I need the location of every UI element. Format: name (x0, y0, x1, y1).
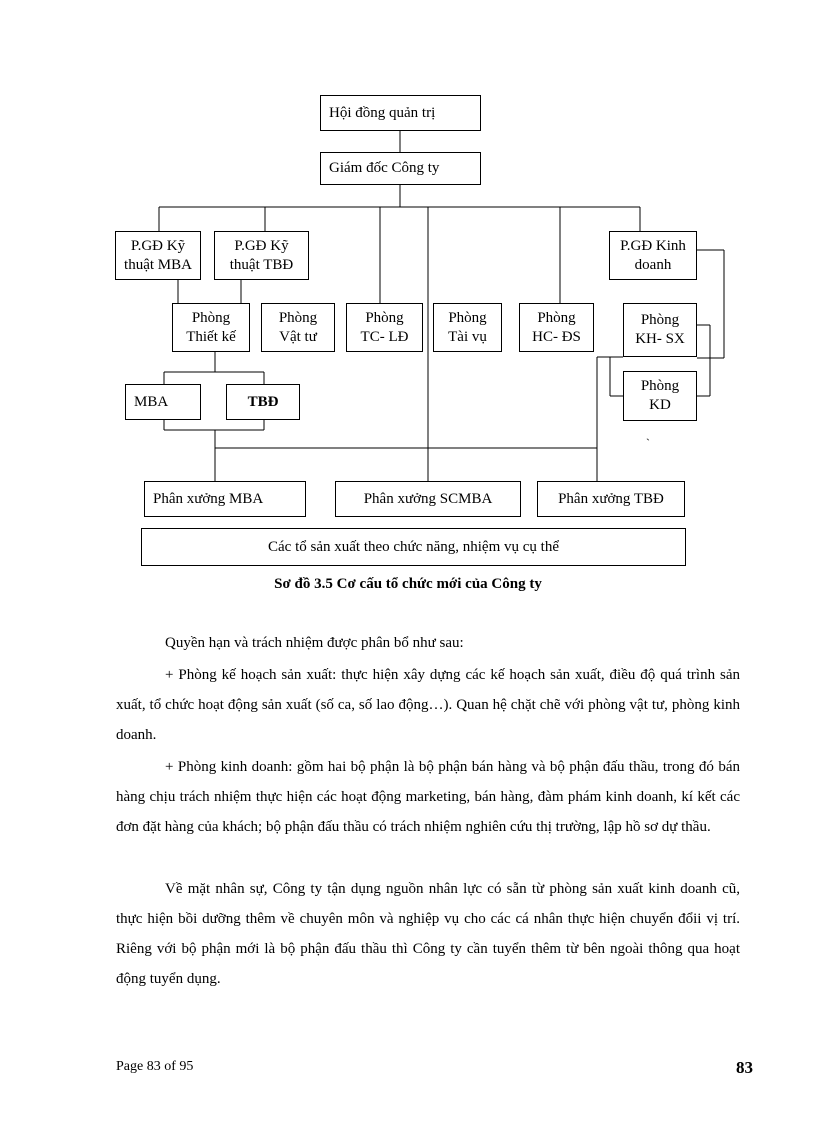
vp-business-line1: P.GĐ Kinh (620, 237, 686, 254)
dept-planning-line2: KH- SX (635, 331, 685, 347)
vp-tech-tbd-line1: P.GĐ Kỹ (234, 237, 289, 254)
dept-finance-line1: Phòng (448, 309, 487, 326)
workshop-scmba-box (335, 481, 521, 517)
dept-hr-box (346, 303, 423, 352)
unit-tbd-box (226, 384, 300, 420)
dept-admin-box (519, 303, 594, 352)
workshop-scmba-label: Phân xưởng SCMBA (363, 490, 493, 507)
dept-materials-box (261, 303, 335, 352)
production-teams-label: Các tổ sản xuất theo chức năng, nhiệm vụ cụ thể (268, 538, 559, 555)
workshop-mba-label: Phân xưởng MBA (153, 490, 264, 507)
dept-sales-box (623, 371, 697, 421)
dept-admin-line1: Phòng (537, 309, 576, 326)
vp-tech-mba-line1: P.GĐ Kỹ (130, 237, 186, 254)
dept-sales-line1: Phòng (640, 378, 680, 394)
footer-page-label: Page 83 of 95 (116, 1059, 194, 1074)
dept-design-box (172, 303, 250, 352)
board-label: Hội đồng quản trị (329, 104, 436, 121)
vp-tech-tbd-box (214, 231, 309, 280)
dept-planning-box (623, 303, 697, 357)
workshop-tbd-box (537, 481, 685, 517)
dept-finance-box (433, 303, 502, 352)
paragraph-planning-dept: + Phòng kế hoạch sản xuất: thực hiện xây dựng các kế hoạch sản xuất, điều độ quá trình sản xuất, tổ chức hoạt động sản xuất (số ca, số lao động…). Quan hệ chặt chẽ với phòng vật tư, phòng kinh doanh. (116, 667, 740, 743)
figure-caption: Sơ đồ 3.5 Cơ cấu tổ chức mới của Công ty (274, 576, 542, 592)
dept-design-line2: Thiết kế (186, 328, 236, 345)
paragraph-staffing: Về mặt nhân sự, Công ty tận dụng nguồn nhân lực có sẵn từ phòng sản xuất kinh doanh cũ, thực hiện bồi dưỡng thêm về chuyên môn và nghiệp vụ cho các cá nhân thực hiện chuyển đổii vị trí. Riêng với bộ phận mới là bộ phận đấu thầu thì Công ty cần tuyển thêm từ bên ngoài thông qua hoạt động tuyển dụng. (116, 881, 740, 987)
board-box (320, 95, 481, 131)
dept-finance-line2: Tài vụ (448, 328, 487, 345)
dept-planning-line1: Phòng (640, 312, 680, 328)
vp-business-line2: doanh (634, 256, 672, 273)
stray-mark: ` (646, 436, 650, 450)
production-teams-box (141, 528, 686, 566)
unit-mba-box (125, 384, 201, 420)
workshop-mba-box (144, 481, 306, 517)
paragraph-sales-dept: + Phòng kinh doanh: gồm hai bộ phận là bộ phận bán hàng và bộ phận đấu thầu, trong đó bán hàng chịu trách nhiệm thực hiện các hoạt động marketing, bán hàng, đàm phám kinh doanh, kí kết các đơn đặt hàng của khách; bộ phận đấu thầu có trách nhiệm nghiên cứu thị trường, lập hồ sơ dự thầu. (116, 759, 740, 835)
director-box (320, 152, 481, 185)
dept-sales-line2: KD (649, 397, 671, 413)
vp-business-box (609, 231, 697, 280)
dept-materials-line2: Vật tư (279, 328, 317, 345)
dept-materials-line1: Phòng (278, 309, 318, 326)
paragraph-intro: Quyền hạn và trách nhiệm được phân bổ như sau: (165, 635, 464, 651)
vp-tech-mba-box (115, 231, 201, 280)
dept-admin-line2: HC- ĐS (532, 328, 581, 345)
vp-tech-mba-line2: thuật MBA (124, 256, 192, 273)
dept-hr-line2: TC- LĐ (360, 328, 409, 345)
dept-design-line1: Phòng (191, 309, 231, 326)
vp-tech-tbd-line2: thuật TBĐ (229, 256, 294, 273)
unit-tbd-label: TBĐ (247, 393, 279, 410)
unit-mba-label: MBA (134, 393, 169, 410)
workshop-tbd-label: Phân xưởng TBĐ (558, 490, 664, 507)
director-label: Giám đốc Công ty (329, 160, 440, 176)
dept-hr-line1: Phòng (365, 309, 404, 326)
footer-page-number: 83 (736, 1058, 753, 1077)
